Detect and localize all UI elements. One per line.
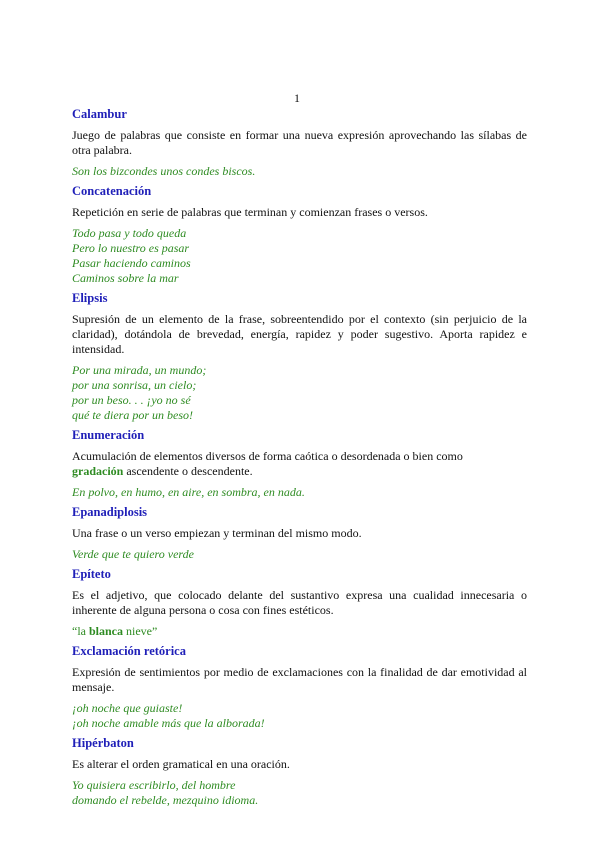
example-line: ¡oh noche que guiaste! <box>72 701 183 715</box>
entry-epanadiplosis <box>72 504 527 562</box>
term-definition: Expresión de sentimientos por medio de exclamaciones con la finalidad de dar emotividad al mensaje. <box>72 665 527 694</box>
term-title: Exclamación retórica <box>72 644 186 658</box>
example-highlight: blanca <box>89 624 124 638</box>
entry-concatenacion <box>72 183 527 286</box>
term-title: Enumeración <box>72 428 145 442</box>
term-example <box>72 778 527 808</box>
term-definition: Es alterar el orden gramatical en una oración. <box>72 757 290 771</box>
example-line: Caminos sobre la mar <box>72 271 179 285</box>
entry-exclamacion-retorica <box>72 643 527 731</box>
example-line: Pero lo nuestro es pasar <box>72 241 190 255</box>
example-text: nieve” <box>123 624 158 638</box>
example-line: qué te diera por un beso! <box>72 408 193 422</box>
example-line: Pasar haciendo caminos <box>72 256 191 270</box>
term-example <box>72 701 527 731</box>
term-definition: Es el adjetivo, que colocado delante del sustantivo expresa una cualidad innecesaria o inherente de alguna persona o cosa con fines estéticos. <box>72 588 527 617</box>
term-example <box>72 624 527 639</box>
term-definition: Una frase o un verso empiezan y terminan del mismo modo. <box>72 526 362 540</box>
term-definition <box>72 449 527 479</box>
example-line: Yo quisiera escribirlo, del hombre <box>72 778 236 792</box>
example-line: ¡oh noche amable más que la alborada! <box>72 716 265 730</box>
example-line: domando el rebelde, mezquino idioma. <box>72 793 259 807</box>
term-title: Hipérbaton <box>72 736 134 750</box>
definition-text: Acumulación de elementos diversos de forma caótica o desordenada o bien como <box>72 449 463 463</box>
term-title: Epanadiplosis <box>72 505 148 519</box>
term-title: Elipsis <box>72 291 108 305</box>
example-line: Por una mirada, un mundo; <box>72 363 207 377</box>
term-title: Concatenación <box>72 184 152 198</box>
term-definition: Juego de palabras que consiste en formar una nueva expresión aprovechando las sílabas de otra palabra. <box>72 128 527 157</box>
example-text: “la <box>72 624 89 638</box>
term-example <box>72 164 527 179</box>
term-definition: Repetición en serie de palabras que terminan y comienzan frases o versos. <box>72 205 428 219</box>
entry-epiteto <box>72 566 527 639</box>
entry-elipsis <box>72 290 527 423</box>
entry-hiperbaton <box>72 735 527 808</box>
example-line: Son los bizcondes unos condes biscos. <box>72 164 256 178</box>
term-definition: Supresión de un elemento de la frase, sobreentendido por el contexto (sin perjuicio de la claridad), dotándola de brevedad, energía, rapidez y poder sugestivo. Aporta rapidez e intensidad. <box>72 312 527 356</box>
term-title: Calambur <box>72 107 127 121</box>
example-line: Todo pasa y todo queda <box>72 226 187 240</box>
example-line: por un beso. . . ¡yo no sé <box>72 393 191 407</box>
term-example <box>72 547 527 562</box>
term-example <box>72 226 527 286</box>
example-line: Verde que te quiero verde <box>72 547 194 561</box>
term-example <box>72 363 527 423</box>
example-line: En polvo, en humo, en aire, en sombra, en nada. <box>72 485 305 499</box>
entry-calambur <box>72 106 527 179</box>
page-number: 1 <box>294 91 300 105</box>
glossary <box>72 106 527 812</box>
entry-enumeracion <box>72 427 527 500</box>
term-example <box>72 485 527 500</box>
example-line: por una sonrisa, un cielo; <box>72 378 197 392</box>
definition-text: ascendente o descendente. <box>126 464 253 478</box>
highlight-term: gradación <box>72 464 124 478</box>
term-title: Epíteto <box>72 567 111 581</box>
